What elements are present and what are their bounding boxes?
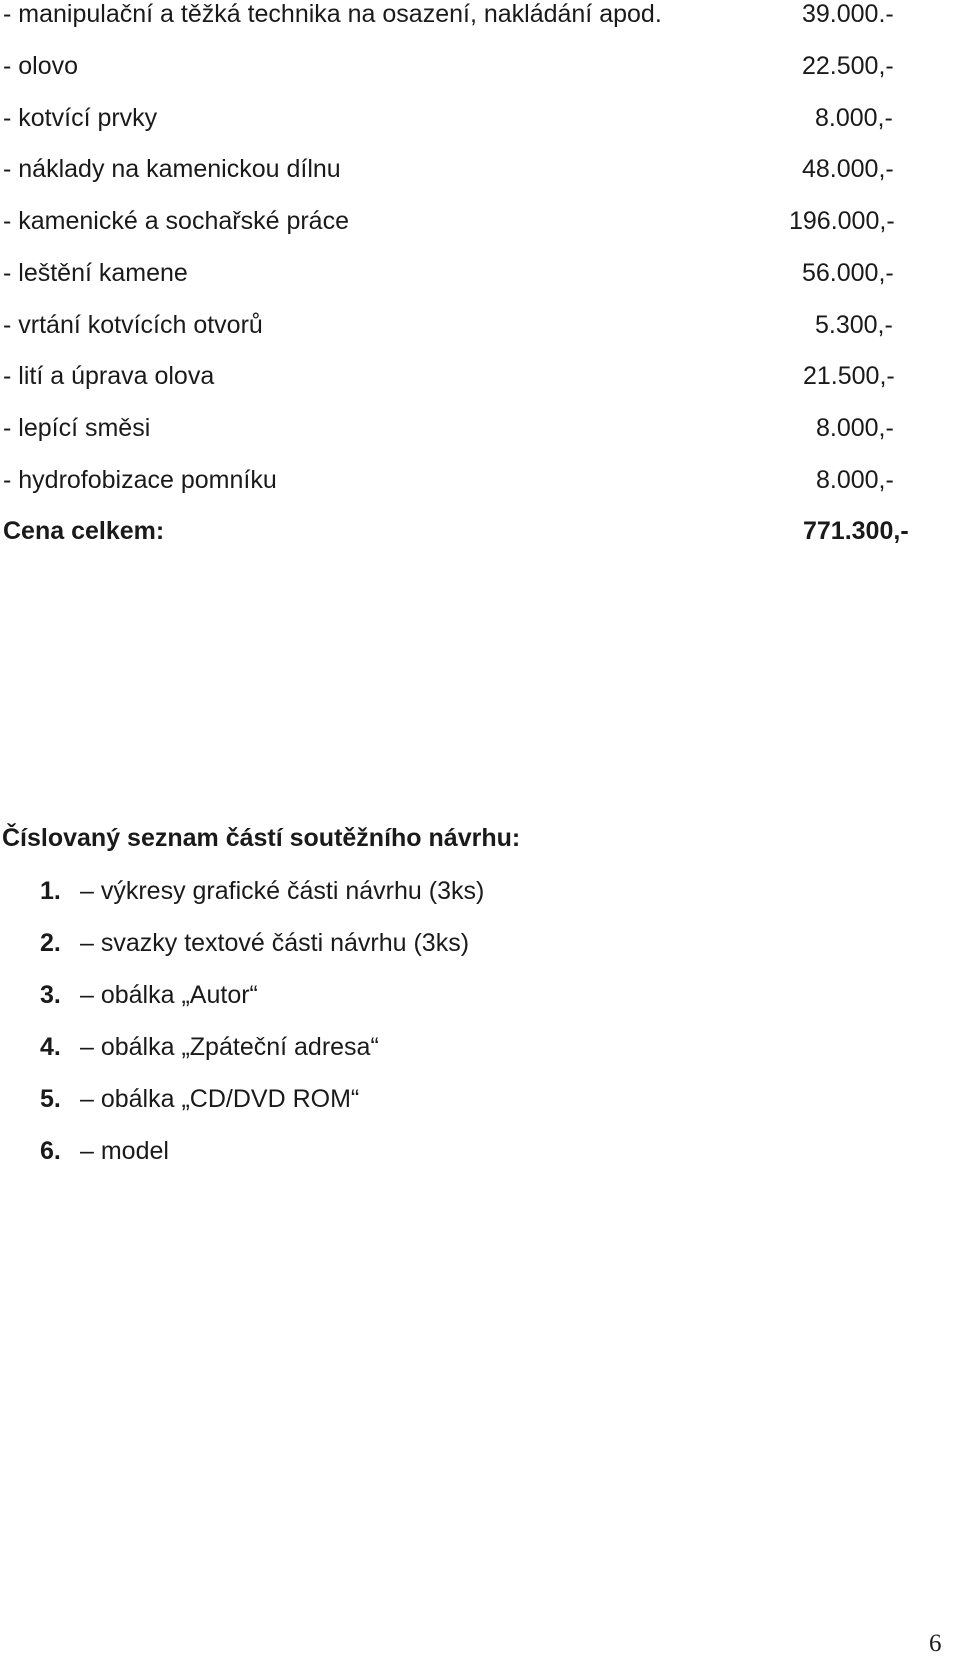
cost-item-label: - vrtání kotvících otvorů	[3, 311, 263, 339]
cost-item-value: 8.000,-	[815, 104, 893, 132]
cost-item-value: 22.500,-	[802, 52, 894, 80]
page-number: 6	[929, 1630, 942, 1657]
cost-item	[0, 356, 960, 396]
cost-item-value: 39.000.-	[802, 0, 894, 28]
list-item-number: 4.	[40, 1033, 61, 1061]
list-item-text: – výkresy grafické části návrhu (3ks)	[80, 877, 485, 905]
cost-item-value: 21.500,-	[803, 362, 895, 390]
cost-item-label: - kamenické a sochařské práce	[3, 207, 349, 235]
list-item-number: 1.	[40, 877, 61, 905]
cost-item-value: 196.000,-	[789, 207, 895, 235]
list-item-number: 5.	[40, 1085, 61, 1113]
cost-item-label: - lepící směsi	[3, 414, 151, 442]
cost-item	[0, 460, 960, 500]
cost-item-value: 48.000,-	[802, 155, 894, 183]
list-item-number: 6.	[40, 1137, 61, 1165]
cost-item-label: - náklady na kamenickou dílnu	[3, 155, 341, 183]
cost-total	[0, 511, 960, 551]
cost-item	[0, 253, 960, 293]
cost-item-label: - olovo	[3, 52, 79, 80]
list-item-number: 3.	[40, 981, 61, 1009]
parts-list-heading: Číslovaný seznam částí soutěžního návrhu:	[2, 824, 521, 852]
cost-item-value: 5.300,-	[815, 311, 893, 339]
cost-item	[0, 408, 960, 448]
list-item-text: – obálka „CD/DVD ROM“	[80, 1085, 360, 1113]
list-item-text: – model	[80, 1137, 169, 1165]
cost-item-label: - hydrofobizace pomníku	[3, 466, 277, 494]
cost-total-value: 771.300,-	[803, 517, 909, 545]
cost-item	[0, 201, 960, 241]
list-item-text: – svazky textové části návrhu (3ks)	[80, 929, 470, 957]
cost-item	[0, 98, 960, 138]
cost-item-value: 8.000,-	[816, 466, 894, 494]
list-item-text: – obálka „Zpáteční adresa“	[80, 1033, 379, 1061]
cost-item-label: - leštění kamene	[3, 259, 188, 287]
cost-item	[0, 0, 960, 34]
list-item-number: 2.	[40, 929, 61, 957]
list-item-text: – obálka „Autor“	[80, 981, 258, 1009]
cost-item-value: 56.000,-	[802, 259, 894, 287]
cost-item	[0, 46, 960, 86]
cost-total-label: Cena celkem:	[3, 517, 165, 545]
cost-item	[0, 149, 960, 189]
cost-item-label: - manipulační a těžká technika na osazení, nakládání apod.	[3, 0, 662, 28]
cost-item-value: 8.000,-	[816, 414, 894, 442]
cost-item-label: - kotvící prvky	[3, 104, 158, 132]
cost-item	[0, 305, 960, 345]
cost-item-label: - lití a úprava olova	[3, 362, 215, 390]
